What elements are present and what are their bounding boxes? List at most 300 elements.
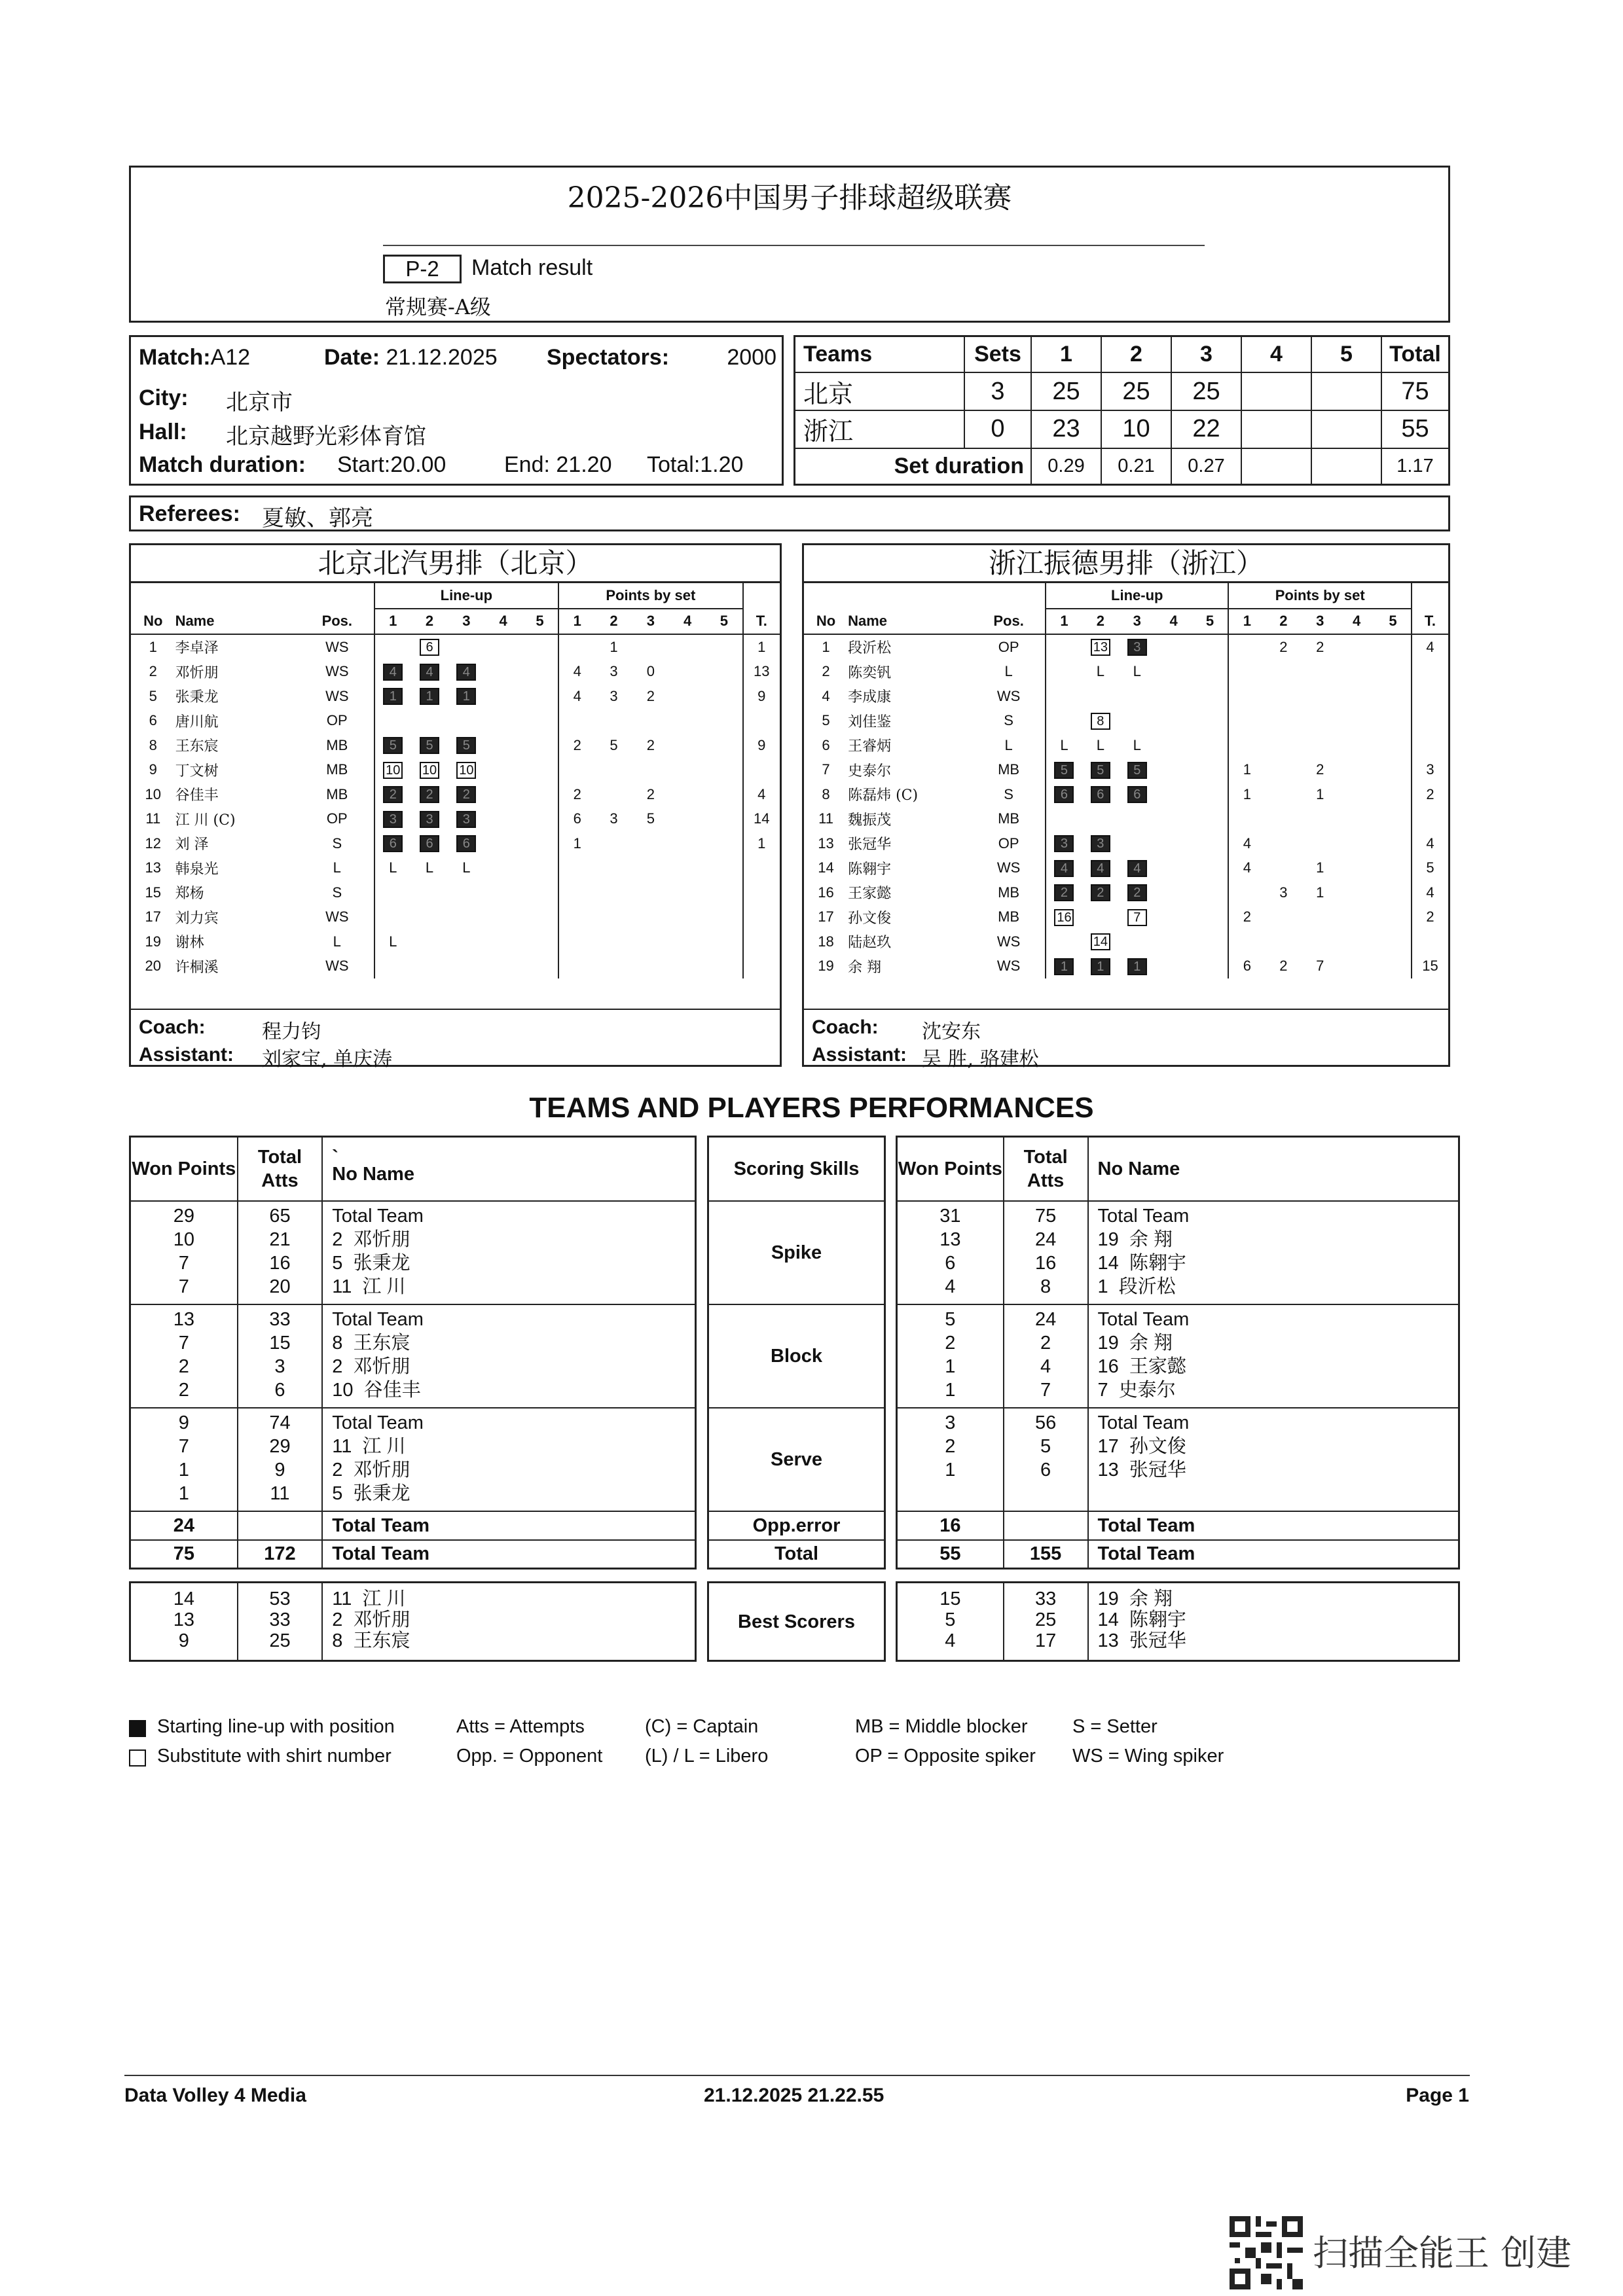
footer-left: Data Volley 4 Media: [124, 2085, 306, 2106]
lineup-cell: [374, 856, 411, 881]
score-table: [793, 335, 1450, 486]
libero-marker: L: [1096, 663, 1104, 680]
player-number: 17: [145, 908, 162, 925]
lineup-cell: [374, 634, 411, 660]
lineup-cell: [448, 905, 484, 930]
perf-entry: 7: [178, 1332, 189, 1354]
starting-position-box: 1: [1127, 958, 1147, 975]
lineup-cell: [374, 807, 411, 832]
set-points: [558, 905, 595, 930]
set-points: [1265, 758, 1302, 783]
lineup-cell: [1192, 954, 1229, 979]
match-info-box: [129, 335, 784, 486]
doc-code-box: P-2: [383, 255, 462, 283]
starting-position-box: 1: [420, 688, 439, 705]
player-row: [804, 782, 1448, 807]
doc-name: Match result: [471, 255, 593, 280]
starting-position-box: 3: [383, 811, 403, 828]
atts-list: [238, 1304, 323, 1408]
player-total: [743, 880, 780, 905]
set-points: [1338, 929, 1375, 954]
tick-mark: `: [332, 1146, 338, 1168]
opp-cell: [238, 1511, 323, 1540]
lineup-cell: [411, 733, 448, 758]
starting-position-box: 3: [1127, 639, 1147, 656]
perf-entry: 11 江 川: [332, 1276, 406, 1297]
player-number: 10: [145, 785, 162, 802]
perf-entry: 19 余 翔: [1097, 1332, 1173, 1354]
lineup-cell: [1082, 758, 1119, 783]
set-points: [595, 831, 632, 856]
blank-cell: [1412, 583, 1448, 609]
team-b-table: [804, 583, 1448, 978]
player-total: [743, 709, 780, 734]
blank-cell: [743, 583, 780, 609]
lineup-cell: [1192, 856, 1229, 881]
column-header: T.: [743, 609, 780, 635]
lineup-cell: [522, 684, 558, 709]
score-header-teams: Teams: [795, 336, 965, 373]
player-position: WS: [325, 638, 349, 655]
starting-position-box: 1: [1091, 958, 1110, 975]
player-total: 9: [757, 736, 766, 753]
player-position: WS: [996, 958, 1021, 975]
substitute-box: 10: [456, 762, 476, 779]
set-points: [669, 856, 706, 881]
player-name: 陈磊炜 (C): [848, 787, 919, 804]
player-number: 1: [822, 638, 830, 655]
player-name: 韩泉光: [175, 861, 219, 878]
column-header: 4: [485, 609, 522, 635]
perf-entry: 2 邓忻朋: [332, 1229, 410, 1250]
set-points: [1338, 905, 1375, 930]
perf-entry: 7: [178, 1276, 189, 1297]
won-list: [897, 1408, 1004, 1511]
player-name: 陈奕钒: [848, 664, 892, 681]
set-points: [706, 954, 742, 979]
player-position: MB: [326, 761, 348, 778]
starting-position-box: 1: [456, 688, 476, 705]
perf-entry: 24: [1034, 1229, 1057, 1250]
best-col: [1004, 1583, 1088, 1661]
best-entry: 4: [945, 1630, 956, 1651]
substitute-box: 10: [420, 762, 439, 779]
lineup-cell: [374, 758, 411, 783]
set-points: [669, 634, 706, 660]
perf-entry: 2: [178, 1355, 189, 1377]
set-points: [632, 905, 669, 930]
player-number: 11: [818, 810, 833, 827]
lineup-cell: [1046, 880, 1082, 905]
lineup-cell: [485, 929, 522, 954]
player-number: 6: [822, 736, 830, 753]
lineup-cell: [1119, 684, 1156, 709]
best-scorers-table: [129, 1581, 697, 1662]
column-header: 1: [1228, 609, 1265, 635]
player-total: 5: [1426, 859, 1434, 876]
set-points: [669, 709, 706, 734]
best-entry: 5: [945, 1609, 956, 1630]
set-score: 10: [1101, 410, 1171, 448]
won-points-header: Won Points: [897, 1137, 1004, 1201]
opp-cell: Total Team: [322, 1511, 695, 1540]
player-position: MB: [998, 908, 1020, 925]
team-name: 北京: [795, 372, 965, 410]
perf-entry: 11 江 川: [332, 1435, 406, 1457]
set-points: [595, 905, 632, 930]
column-header: 2: [595, 609, 632, 635]
lineup-cell: [1082, 905, 1119, 930]
starting-position-box: 6: [1127, 786, 1147, 803]
total-skill-row: [708, 1540, 885, 1569]
player-position: MB: [998, 884, 1020, 901]
total-atts-header: Total Atts: [238, 1137, 323, 1201]
perf-entry: 3: [945, 1412, 956, 1433]
set-points: 2: [1316, 638, 1324, 655]
column-header: Pos.: [972, 609, 1046, 635]
perf-entry: 16: [1034, 1252, 1057, 1274]
lineup-cell: [1192, 831, 1229, 856]
set-score: [1311, 372, 1381, 410]
city-value: 北京市: [226, 389, 293, 416]
set-duration-row: [795, 448, 1450, 485]
player-number: 13: [145, 859, 162, 876]
won-list: [130, 1201, 238, 1304]
column-header: 5: [1375, 609, 1412, 635]
perf-entry: 4: [945, 1276, 956, 1297]
starting-position-box: 2: [1127, 884, 1147, 901]
player-position: WS: [996, 859, 1021, 876]
opp-row: [130, 1511, 696, 1540]
starting-position-box: 3: [1091, 835, 1110, 852]
player-position: OP: [326, 810, 348, 827]
best-entry: 17: [1034, 1630, 1057, 1651]
name-header: [1088, 1137, 1459, 1201]
set-points: [632, 758, 669, 783]
set-points: [1228, 807, 1265, 832]
player-total: 15: [1422, 958, 1438, 975]
perf-entry: 5 张秉龙: [332, 1482, 410, 1504]
won-points-header: Won Points: [130, 1137, 238, 1201]
set-points: 2: [1279, 958, 1288, 975]
points-group-label: Points by set: [1228, 583, 1411, 609]
roster-group-header: [804, 583, 1448, 609]
perf-entry: 2: [945, 1332, 956, 1354]
match-label: Match:: [139, 345, 211, 370]
team-b-coach-area: [804, 1009, 1448, 1069]
lineup-group-label: Line-up: [374, 583, 558, 609]
coach-label: Coach:: [812, 1016, 879, 1038]
perf-entry: 5: [945, 1308, 956, 1330]
set-points: 2: [1316, 761, 1324, 778]
set-points: [669, 807, 706, 832]
perf-entry: 29: [173, 1205, 194, 1227]
lineup-cell: [1119, 905, 1156, 930]
lineup-cell: [374, 684, 411, 709]
player-total: [1412, 807, 1448, 832]
lineup-cell: [448, 880, 484, 905]
lineup-cell: [448, 807, 484, 832]
hall-label: Hall:: [139, 420, 187, 444]
perf-entry: 1: [178, 1482, 189, 1504]
player-position: WS: [325, 908, 349, 925]
set-points: [1375, 709, 1412, 734]
substitute-swatch: [129, 1749, 146, 1767]
player-name: 魏振茂: [848, 812, 892, 829]
set-points: [1228, 880, 1265, 905]
perf-entry: 10 谷佳丰: [332, 1379, 421, 1401]
lineup-cell: [411, 782, 448, 807]
lineup-cell: [522, 758, 558, 783]
lineup-cell: [522, 831, 558, 856]
total-row: [130, 1540, 696, 1569]
lineup-cell: [1119, 856, 1156, 881]
set-points: [706, 684, 742, 709]
perf-entry: Total Team: [332, 1308, 424, 1330]
libero-marker: L: [389, 859, 397, 876]
player-row: [131, 807, 780, 832]
starting-position-box: 1: [1054, 958, 1074, 975]
name-header-label: No Name: [332, 1163, 414, 1185]
lineup-cell: [1156, 831, 1192, 856]
starting-position-box: 4: [1127, 860, 1147, 877]
set-points: 6: [1243, 958, 1252, 975]
legend-item: S = Setter: [1072, 1716, 1158, 1737]
player-position: MB: [326, 785, 348, 802]
set-points: 3: [610, 810, 618, 827]
total-cell: Total Team: [322, 1540, 695, 1569]
set-points: 2: [1279, 638, 1288, 655]
roster-group-header: [131, 583, 780, 609]
lineup-cell: [1192, 684, 1229, 709]
player-number: 7: [822, 761, 830, 778]
player-name: 段沂松: [848, 640, 892, 657]
set-points: 3: [1279, 884, 1288, 901]
total-skill-name: Total: [708, 1540, 885, 1569]
perf-entry: 6: [274, 1379, 285, 1401]
perf-entry: 13 张冠华: [1097, 1459, 1186, 1480]
player-position: WS: [325, 663, 349, 680]
set-duration-label: Set duration: [795, 448, 1032, 485]
assistant-names: 刘家宝, 单庆涛: [262, 1048, 393, 1071]
player-row: [131, 954, 780, 979]
skills-header: [708, 1137, 885, 1201]
set-points: 3: [610, 663, 618, 680]
perf-entry: 16 王家懿: [1097, 1355, 1186, 1377]
set-points: [1375, 660, 1412, 685]
player-number: 4: [822, 687, 830, 704]
set-points: [595, 954, 632, 979]
lineup-cell: [1119, 831, 1156, 856]
lineup-cell: [485, 954, 522, 979]
spectators-count: 2000: [727, 345, 776, 370]
player-number: 6: [149, 712, 157, 729]
substitute-box: 13: [1091, 639, 1110, 656]
set-score: 25: [1031, 372, 1101, 410]
perf-entry: 7: [178, 1252, 189, 1274]
lineup-cell: [485, 831, 522, 856]
lineup-cell: [1046, 733, 1082, 758]
starting-position-box: 6: [1091, 786, 1110, 803]
perf-entry: 15: [269, 1332, 291, 1354]
column-header: 5: [522, 609, 558, 635]
legend-item: (L) / L = Libero: [645, 1746, 769, 1767]
player-total: 4: [757, 785, 766, 802]
set-points: [1302, 684, 1338, 709]
column-header: 3: [1119, 609, 1156, 635]
best-scorers-label-row: [708, 1583, 885, 1661]
player-list: [322, 1408, 695, 1511]
player-position: OP: [326, 712, 348, 729]
lineup-cell: [1046, 929, 1082, 954]
lineup-cell: [411, 905, 448, 930]
match-date: 21.12.2025: [386, 345, 498, 370]
player-name: 李成康: [848, 689, 892, 706]
total-cell: 172: [238, 1540, 323, 1569]
perf-entry: 56: [1034, 1412, 1057, 1433]
best-scorers-label: Best Scorers: [708, 1583, 885, 1661]
perf-entry: 1: [178, 1459, 189, 1480]
column-header: No: [804, 609, 848, 635]
player-total: 1: [757, 834, 766, 852]
player-row: [804, 660, 1448, 685]
player-name: 刘 泽: [175, 836, 209, 853]
player-number: 13: [818, 834, 834, 852]
player-name: 王家懿: [848, 886, 892, 903]
set-points: [1228, 929, 1265, 954]
skill-block: [897, 1304, 1459, 1408]
lineup-cell: [1119, 954, 1156, 979]
starting-position-box: 2: [1054, 884, 1074, 901]
lineup-cell: [485, 709, 522, 734]
player-position: L: [333, 933, 341, 950]
lineup-cell: [1082, 856, 1119, 881]
set-points: [1302, 807, 1338, 832]
assistant-names: 吴 胜, 骆建松: [922, 1048, 1039, 1071]
set-points: [1338, 831, 1375, 856]
match-number: A12: [210, 345, 251, 370]
lineup-cell: [374, 733, 411, 758]
perf-entry: 19 余 翔: [1097, 1229, 1173, 1250]
player-position: WS: [996, 933, 1021, 950]
best-col: [897, 1583, 1004, 1661]
legend-item: Substitute with shirt number: [157, 1746, 392, 1767]
libero-marker: L: [389, 933, 397, 950]
set-points: [1338, 709, 1375, 734]
team-a-table: [131, 583, 780, 978]
set-points: 2: [646, 687, 655, 704]
total-cell: 55: [897, 1540, 1004, 1569]
score-header-set3: 3: [1171, 336, 1241, 373]
perf-entry: 8: [1040, 1276, 1051, 1297]
player-row: [131, 733, 780, 758]
player-total: [743, 856, 780, 881]
legend-item: OP = Opposite spiker: [855, 1746, 1036, 1767]
atts-list: [238, 1201, 323, 1304]
opp-cell: Total Team: [1088, 1511, 1459, 1540]
coach-label: Coach:: [139, 1016, 206, 1038]
lineup-cell: [411, 880, 448, 905]
score-header-total: Total: [1381, 336, 1450, 373]
set-points: [1338, 684, 1375, 709]
set-points: [706, 929, 742, 954]
player-list: [1088, 1408, 1459, 1511]
lineup-cell: [1156, 634, 1192, 660]
set-points: [1338, 954, 1375, 979]
perf-entry: Total Team: [332, 1412, 424, 1433]
substitute-box: 10: [383, 762, 403, 779]
best-col: [1088, 1583, 1459, 1661]
player-row: [804, 634, 1448, 660]
set-points: [632, 831, 669, 856]
starting-position-box: 4: [1054, 860, 1074, 877]
player-number: 16: [818, 884, 834, 901]
lineup-cell: [411, 856, 448, 881]
set-points: [595, 856, 632, 881]
legend-item: Atts = Attempts: [456, 1716, 585, 1737]
player-row: [804, 733, 1448, 758]
lineup-cell: [448, 684, 484, 709]
set-points: 5: [610, 736, 618, 753]
lineup-cell: [485, 807, 522, 832]
set-points: [595, 758, 632, 783]
player-total: [1412, 684, 1448, 709]
set-points: [632, 954, 669, 979]
player-number: 8: [822, 785, 830, 802]
lineup-cell: [374, 831, 411, 856]
set-points: [1228, 684, 1265, 709]
best-scorers-row: [897, 1583, 1459, 1661]
lineup-cell: [1082, 660, 1119, 685]
set-points: 2: [646, 736, 655, 753]
lineup-cell: [1156, 856, 1192, 881]
lineup-cell: [411, 831, 448, 856]
referees-names: 夏敏、郭亮: [262, 505, 373, 531]
lineup-cell: [522, 880, 558, 905]
skill-name: Block: [708, 1304, 885, 1408]
legend-item: WS = Wing spiker: [1072, 1746, 1224, 1767]
footer-center: 21.12.2025 21.22.55: [704, 2085, 884, 2106]
lineup-cell: [1046, 807, 1082, 832]
set-points: [558, 758, 595, 783]
set-points: [1338, 856, 1375, 881]
player-position: S: [1004, 785, 1013, 802]
set-points: [706, 733, 742, 758]
roster-column-header: [131, 609, 780, 635]
set-points: 4: [573, 663, 581, 680]
substitute-box: 7: [1127, 909, 1147, 926]
set-points: [669, 684, 706, 709]
set-duration: [1311, 448, 1381, 485]
perf-entry: 1: [945, 1355, 956, 1377]
blank-cell: [131, 583, 374, 609]
perf-entry: 17 孙文俊: [1097, 1435, 1186, 1457]
set-points: 1: [1316, 884, 1324, 901]
skill-block: [897, 1408, 1459, 1511]
lineup-cell: [1082, 831, 1119, 856]
perf-entry: 13: [939, 1229, 961, 1250]
best-entry: 2 邓忻朋: [332, 1609, 410, 1630]
lineup-cell: [1082, 929, 1119, 954]
starting-position-box: 6: [420, 835, 439, 852]
starting-position-box: 5: [1091, 762, 1110, 779]
scoring-skills-column: [707, 1136, 886, 1662]
set-points: [632, 929, 669, 954]
perf-entry: 10: [173, 1229, 194, 1250]
perf-entry: 2 邓忻朋: [332, 1459, 410, 1480]
lineup-cell: [1156, 929, 1192, 954]
perf-entry: 6: [1040, 1459, 1051, 1480]
